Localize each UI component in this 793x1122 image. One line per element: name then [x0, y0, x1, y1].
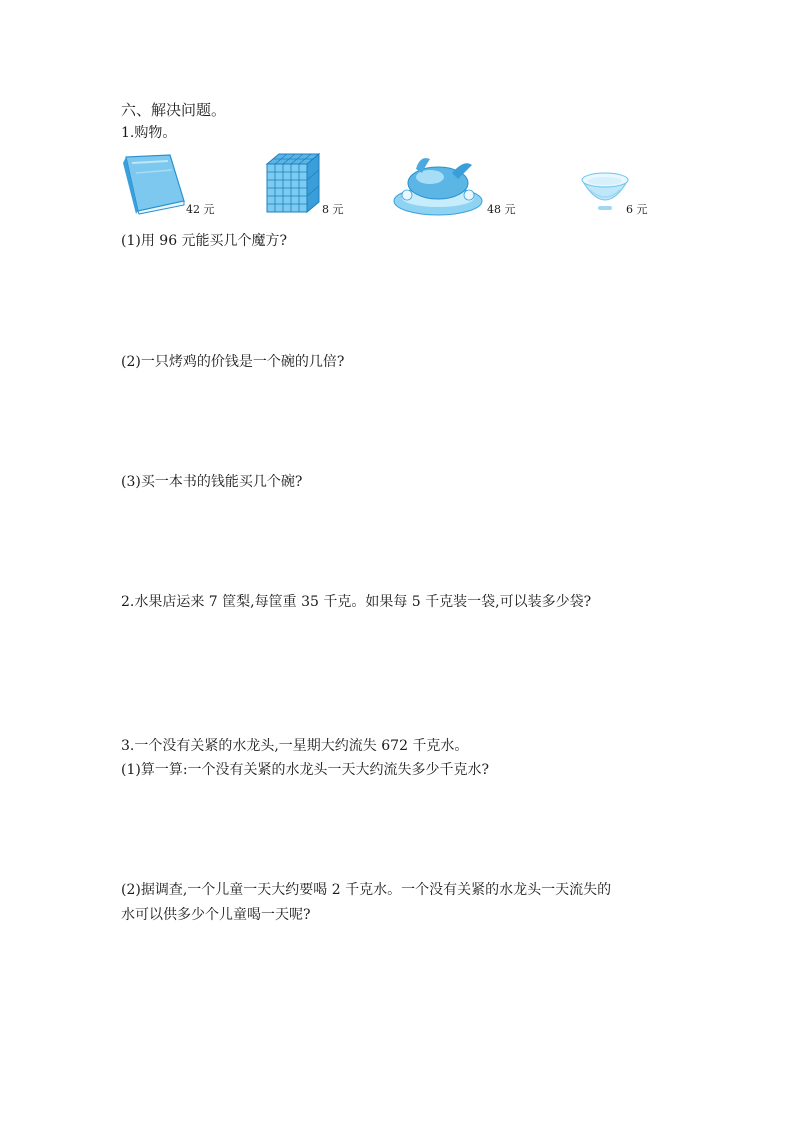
bowl-price: 6 元 [626, 203, 648, 216]
cube-price: 8 元 [322, 203, 344, 216]
question-1-part-3: (3)买一本书的钱能买几个碗? [121, 474, 303, 490]
question-3-part-2-line-1: (2)据调查,一个儿童一天大约要喝 2 千克水。一个没有关紧的水龙头一天流失的 [121, 882, 612, 898]
book-price: 42 元 [186, 203, 215, 216]
question-1-title: 1.购物。 [121, 125, 177, 141]
book-icon [118, 153, 186, 215]
roast-chicken-icon [392, 151, 484, 217]
bowl-icon [580, 170, 630, 214]
chicken-price: 48 元 [487, 203, 516, 216]
cube-icon [265, 152, 321, 214]
question-3-title: 3.一个没有关紧的水龙头,一星期大约流失 672 千克水。 [121, 738, 469, 754]
question-3-part-2-line-2: 水可以供多少个儿童喝一天呢? [121, 907, 311, 923]
question-3-part-1: (1)算一算:一个没有关紧的水龙头一天大约流失多少千克水? [121, 762, 490, 778]
question-2: 2.水果店运来 7 筐梨,每筐重 35 千克。如果每 5 千克装一袋,可以装多少袋? [121, 594, 592, 610]
question-1-part-2: (2)一只烤鸡的价钱是一个碗的几倍? [121, 354, 345, 370]
question-1-part-1: (1)用 96 元能买几个魔方? [121, 233, 288, 249]
section-title: 六、解决问题。 [121, 101, 227, 119]
